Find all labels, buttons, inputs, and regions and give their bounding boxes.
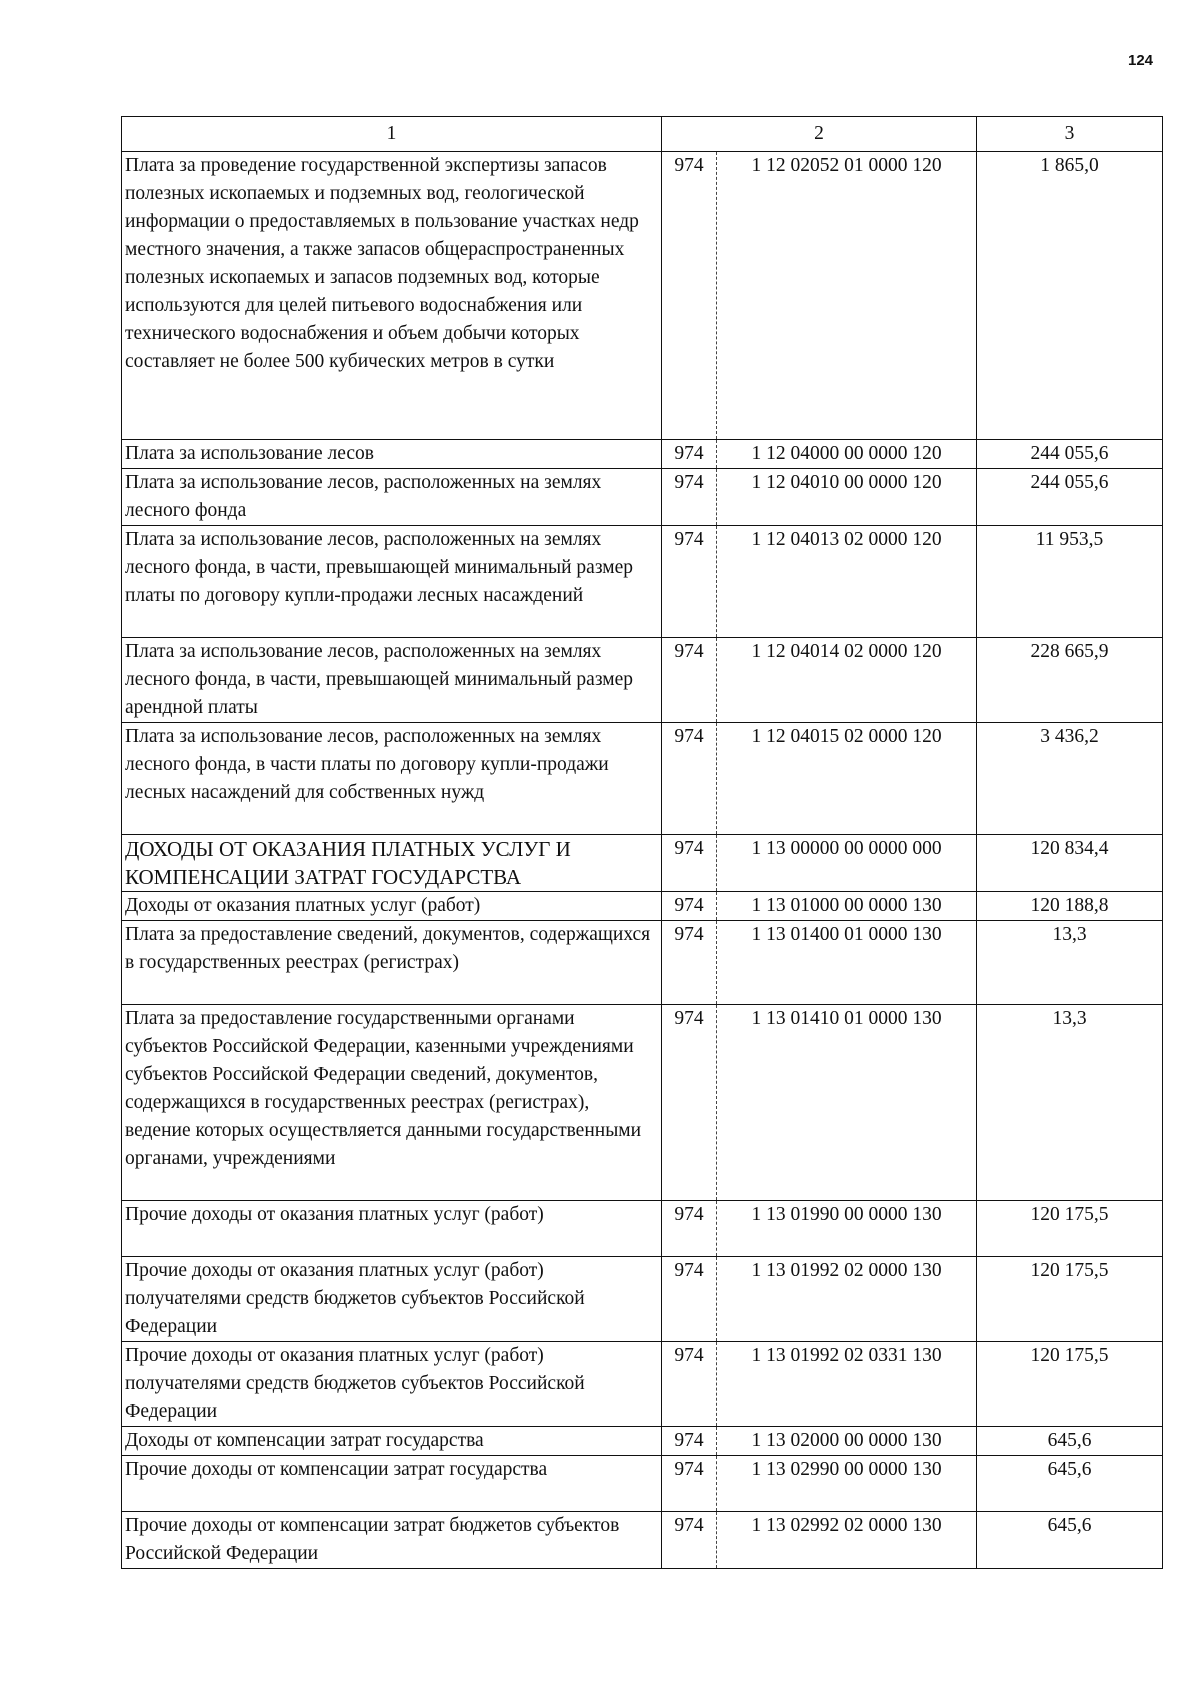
row-amount: 120 188,8 — [977, 892, 1163, 921]
row-budget-code: 1 13 01400 01 0000 130 — [717, 921, 977, 1005]
table-row — [122, 440, 1163, 469]
row-amount: 645,6 — [977, 1456, 1163, 1512]
row-name: Плата за использование лесов, расположенных на землях лесного фонда, в части, превышающей минимальный размер арендной платы — [122, 638, 662, 723]
table-row — [122, 638, 1163, 723]
table-row — [122, 526, 1163, 638]
row-amount: 120 175,5 — [977, 1257, 1163, 1342]
row-budget-code: 1 12 04015 02 0000 120 — [717, 723, 977, 835]
row-name: Доходы от компенсации затрат государства — [122, 1427, 662, 1456]
row-admin-code: 974 — [662, 638, 717, 723]
table-row — [122, 1005, 1163, 1201]
row-budget-code: 1 13 01992 02 0000 130 — [717, 1257, 977, 1342]
row-amount: 13,3 — [977, 921, 1163, 1005]
header-col-1: 1 — [122, 117, 662, 152]
table-row — [122, 1427, 1163, 1456]
table-row — [122, 921, 1163, 1005]
revenue-table — [121, 116, 1163, 1569]
row-name: Плата за проведение государственной экспертизы запасов полезных ископаемых и подземных вод, геологической информации о предоставляемых в пользование участках недр местного значения, а также запасов общераспространенных полезных ископаемых и запасов подземных вод, которые используются для целей питьевого водоснабжения или технического водоснабжения и объем добычи которых составляет не более 500 кубических метров в сутки — [122, 152, 662, 440]
row-name: Прочие доходы от компенсации затрат государства — [122, 1456, 662, 1512]
row-admin-code: 974 — [662, 835, 717, 892]
row-budget-code: 1 12 04014 02 0000 120 — [717, 638, 977, 723]
row-amount: 120 175,5 — [977, 1201, 1163, 1257]
table-row — [122, 1342, 1163, 1427]
row-amount: 244 055,6 — [977, 440, 1163, 469]
row-name: Плата за использование лесов, расположенных на землях лесного фонда, в части платы по договору купли-продажи лесных насаждений для собственных нужд — [122, 723, 662, 835]
row-budget-code: 1 13 02000 00 0000 130 — [717, 1427, 977, 1456]
table-row — [122, 835, 1163, 892]
table-row — [122, 1257, 1163, 1342]
row-name: Плата за предоставление сведений, документов, содержащихся в государственных реестрах (регистрах) — [122, 921, 662, 1005]
row-budget-code: 1 12 04013 02 0000 120 — [717, 526, 977, 638]
row-name: Плата за предоставление государственными органами субъектов Российской Федерации, казенными учреждениями субъектов Российской Федерации сведений, документов, содержащихся в государственных реестрах (регистрах), ведение которых осуществляется данными государственными органами, учреждениями — [122, 1005, 662, 1201]
row-name: Плата за использование лесов, расположенных на землях лесного фонда — [122, 469, 662, 526]
row-amount: 120 834,4 — [977, 835, 1163, 892]
header-row — [122, 117, 1163, 152]
row-budget-code: 1 13 01410 01 0000 130 — [717, 1005, 977, 1201]
table-row — [122, 152, 1163, 440]
row-name: Прочие доходы от компенсации затрат бюджетов субъектов Российской Федерации — [122, 1512, 662, 1569]
row-budget-code: 1 13 02992 02 0000 130 — [717, 1512, 977, 1569]
row-admin-code: 974 — [662, 469, 717, 526]
row-admin-code: 974 — [662, 1342, 717, 1427]
header-col-2: 2 — [662, 117, 977, 152]
row-budget-code: 1 12 02052 01 0000 120 — [717, 152, 977, 440]
row-amount: 1 865,0 — [977, 152, 1163, 440]
row-admin-code: 974 — [662, 1427, 717, 1456]
row-name: Прочие доходы от оказания платных услуг (работ) — [122, 1201, 662, 1257]
row-admin-code: 974 — [662, 1257, 717, 1342]
table-row — [122, 1512, 1163, 1569]
row-amount: 244 055,6 — [977, 469, 1163, 526]
row-admin-code: 974 — [662, 1005, 717, 1201]
row-amount: 645,6 — [977, 1427, 1163, 1456]
row-amount: 228 665,9 — [977, 638, 1163, 723]
row-admin-code: 974 — [662, 921, 717, 1005]
row-admin-code: 974 — [662, 723, 717, 835]
row-name: Прочие доходы от оказания платных услуг (работ) получателями средств бюджетов субъектов Российской Федерации — [122, 1257, 662, 1342]
row-admin-code: 974 — [662, 1512, 717, 1569]
row-budget-code: 1 13 02990 00 0000 130 — [717, 1456, 977, 1512]
row-admin-code: 974 — [662, 440, 717, 469]
row-amount: 645,6 — [977, 1512, 1163, 1569]
row-amount: 13,3 — [977, 1005, 1163, 1201]
header-col-3: 3 — [977, 117, 1163, 152]
row-admin-code: 974 — [662, 892, 717, 921]
table-row — [122, 469, 1163, 526]
row-admin-code: 974 — [662, 1456, 717, 1512]
row-name: Плата за использование лесов, расположенных на землях лесного фонда, в части, превышающей минимальный размер платы по договору купли-продажи лесных насаждений — [122, 526, 662, 638]
table-row — [122, 1201, 1163, 1257]
table-row — [122, 723, 1163, 835]
row-budget-code: 1 13 00000 00 0000 000 — [717, 835, 977, 892]
table-row — [122, 892, 1163, 921]
row-amount: 3 436,2 — [977, 723, 1163, 835]
page-number: 124 — [1128, 52, 1154, 69]
row-amount: 11 953,5 — [977, 526, 1163, 638]
row-amount: 120 175,5 — [977, 1342, 1163, 1427]
row-budget-code: 1 12 04010 00 0000 120 — [717, 469, 977, 526]
row-name: Плата за использование лесов — [122, 440, 662, 469]
row-budget-code: 1 12 04000 00 0000 120 — [717, 440, 977, 469]
row-name: ДОХОДЫ ОТ ОКАЗАНИЯ ПЛАТНЫХ УСЛУГ И КОМПЕНСАЦИИ ЗАТРАТ ГОСУДАРСТВА — [122, 835, 662, 892]
row-admin-code: 974 — [662, 1201, 717, 1257]
row-budget-code: 1 13 01990 00 0000 130 — [717, 1201, 977, 1257]
row-name: Прочие доходы от оказания платных услуг (работ) получателями средств бюджетов субъектов Российской Федерации — [122, 1342, 662, 1427]
row-name: Доходы от оказания платных услуг (работ) — [122, 892, 662, 921]
row-admin-code: 974 — [662, 152, 717, 440]
table-row — [122, 1456, 1163, 1512]
row-budget-code: 1 13 01992 02 0331 130 — [717, 1342, 977, 1427]
row-budget-code: 1 13 01000 00 0000 130 — [717, 892, 977, 921]
row-admin-code: 974 — [662, 526, 717, 638]
